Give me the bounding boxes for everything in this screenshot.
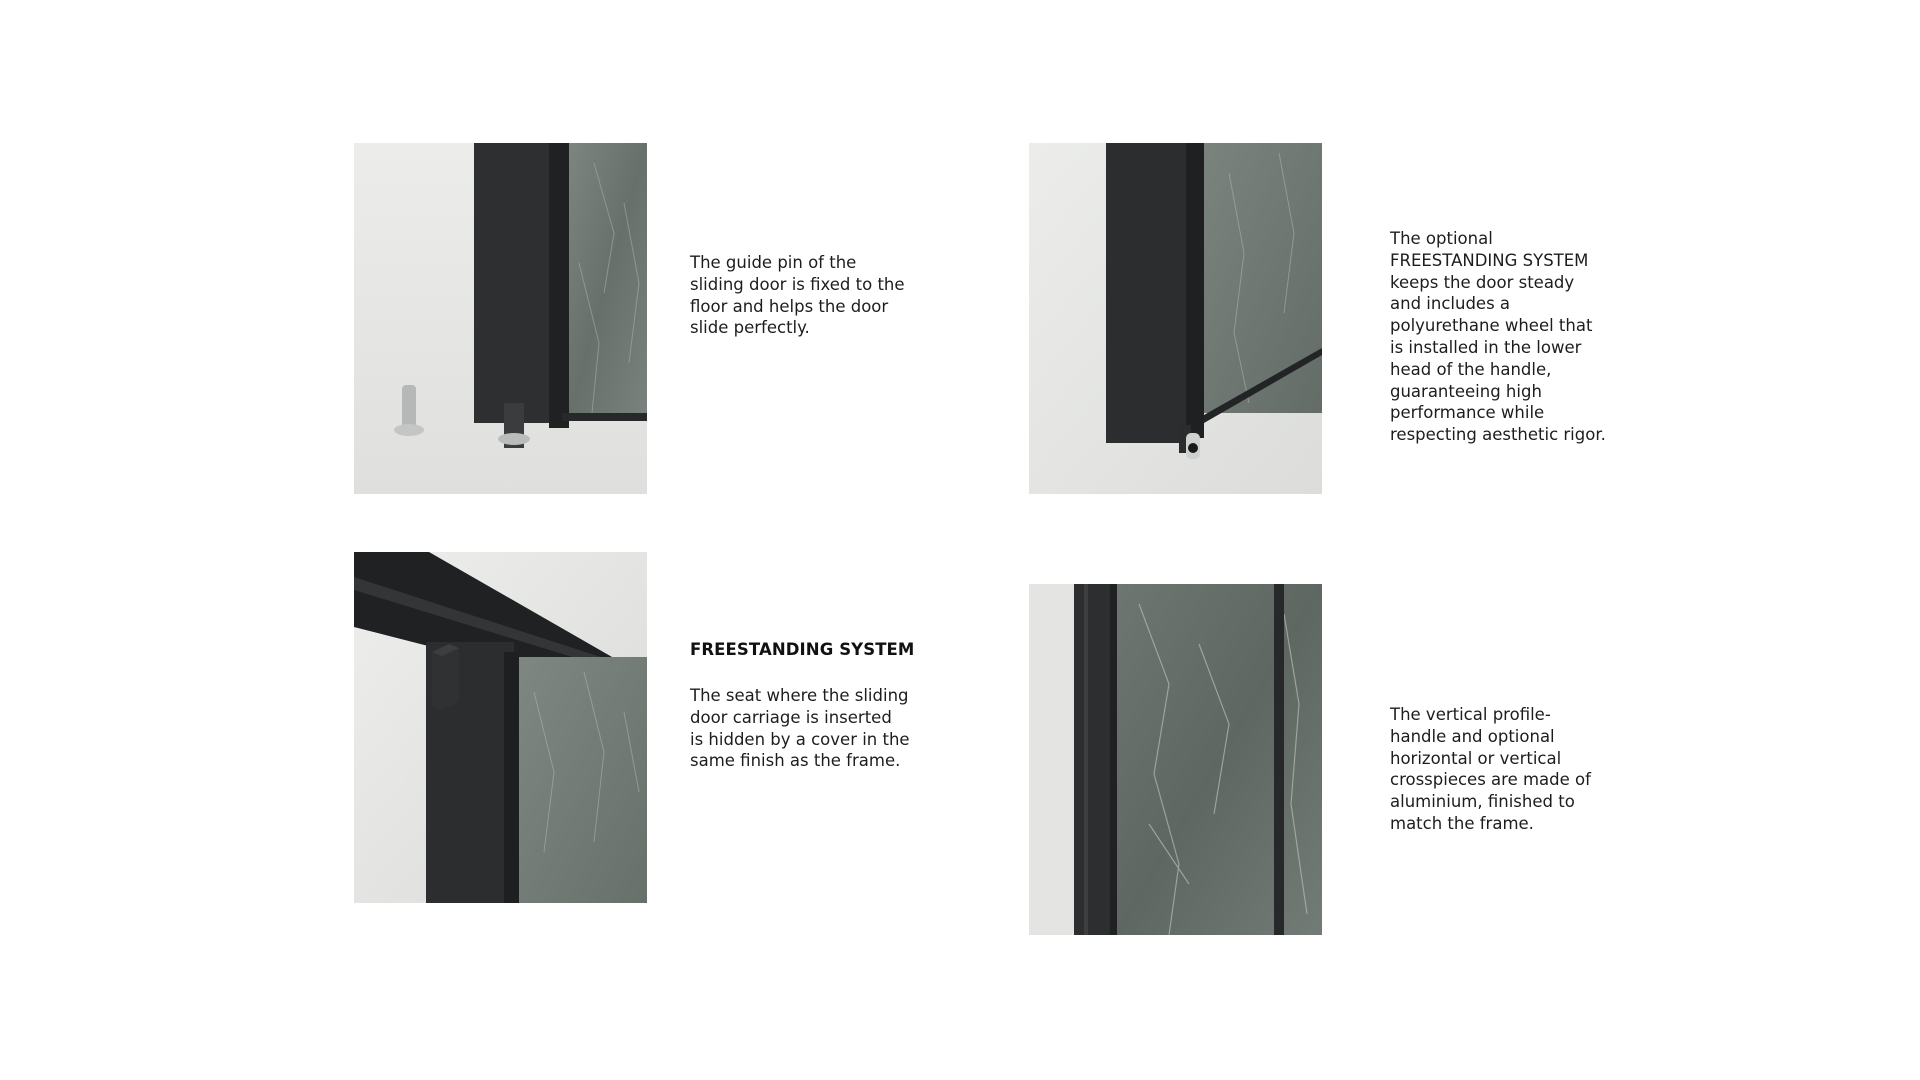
vertical-profile-caption: The vertical profile- handle and optional horizontal or vertical crosspieces are made of aluminium, finished to match the frame. (1390, 705, 1591, 833)
freestanding-wheel-photo (1029, 143, 1322, 494)
guide-pin-photo (354, 143, 647, 494)
freestanding-system-heading: FREESTANDING SYSTEM (690, 640, 915, 659)
vertical-profile-photo (1029, 584, 1322, 935)
carriage-cover-photo (354, 552, 647, 903)
carriage-cover-caption: The seat where the sliding door carriage is inserted is hidden by a cover in the same finish as the frame. (690, 686, 910, 771)
guide-pin-caption: The guide pin of the sliding door is fixed to the floor and helps the door slide perfectly. (690, 253, 905, 338)
freestanding-wheel-caption: The optional FREESTANDING SYSTEM keeps the door steady and includes a polyurethane wheel that is installed in the lower head of the handle, guaranteeing high performance while respecting aesthetic rigor. (1390, 229, 1606, 445)
